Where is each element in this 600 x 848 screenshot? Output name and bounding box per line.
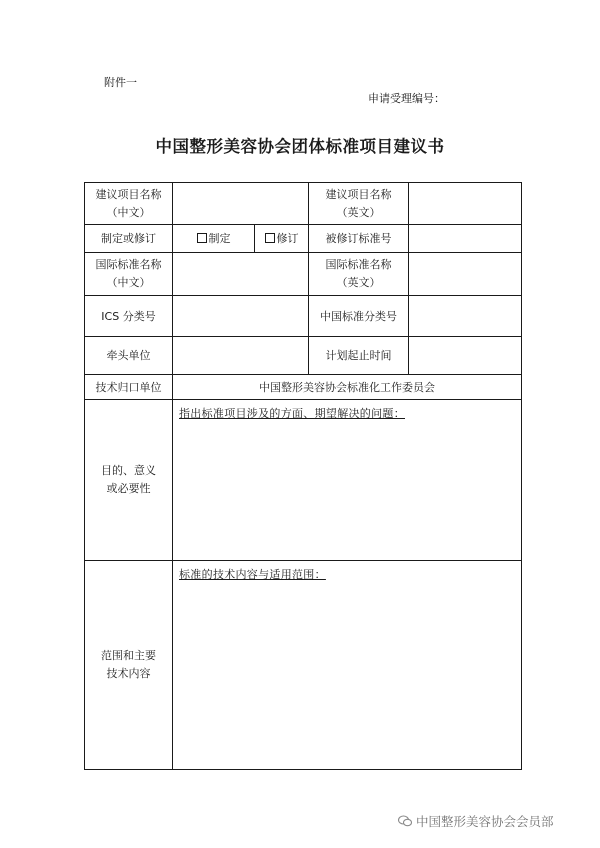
plan-period-label: 计划起止时间 xyxy=(309,337,409,375)
purpose-label: 目的、意义 或必要性 xyxy=(85,400,173,561)
cn-class-label: 中国标准分类号 xyxy=(309,296,409,337)
project-name-en-label: 建议项目名称 （英文） xyxy=(309,183,409,225)
project-name-en-field[interactable] xyxy=(409,183,522,225)
cn-class-field[interactable] xyxy=(409,296,522,337)
row-lead-unit xyxy=(85,337,522,375)
intl-standard-en-label: 国际标准名称 （英文） xyxy=(309,253,409,296)
row-make-or-revise xyxy=(85,225,522,253)
make-checkbox-cell[interactable] xyxy=(173,225,255,253)
row-classification xyxy=(85,296,522,337)
ics-label: ICS 分类号 xyxy=(85,296,173,337)
technical-unit-label: 技术归口单位 xyxy=(85,375,173,400)
proposal-form-table xyxy=(84,182,522,770)
intl-standard-en-field[interactable] xyxy=(409,253,522,296)
page-title: 中国整形美容协会团体标准项目建议书 xyxy=(155,137,445,156)
make-checkbox[interactable] xyxy=(197,233,207,243)
plan-period-field[interactable] xyxy=(409,337,522,375)
watermark-text: 中国整形美容协会会员部 xyxy=(416,814,554,829)
revise-option-label: 修订 xyxy=(276,232,299,245)
lead-unit-label: 牵头单位 xyxy=(85,337,173,375)
scope-prompt: 标准的技术内容与适用范围： xyxy=(179,568,326,581)
row-purpose xyxy=(85,400,522,561)
ics-field[interactable] xyxy=(173,296,309,337)
revised-standard-field[interactable] xyxy=(409,225,522,253)
scope-label: 范围和主要 技术内容 xyxy=(85,561,173,770)
revise-checkbox[interactable] xyxy=(265,233,275,243)
watermark xyxy=(398,812,554,830)
attachment-label: 附件一 xyxy=(104,76,137,89)
make-or-revise-label: 制定或修订 xyxy=(85,225,173,253)
application-number-label: 申请受理编号： xyxy=(368,92,445,105)
intl-standard-cn-label: 国际标准名称 （中文） xyxy=(85,253,173,296)
revise-checkbox-cell[interactable] xyxy=(255,225,309,253)
purpose-field[interactable] xyxy=(173,400,522,561)
project-name-cn-field[interactable] xyxy=(173,183,309,225)
row-project-name xyxy=(85,183,522,225)
row-international-standard xyxy=(85,253,522,296)
row-technical-unit xyxy=(85,375,522,400)
revised-standard-label: 被修订标准号 xyxy=(309,225,409,253)
technical-unit-value: 中国整形美容协会标准化工作委员会 xyxy=(173,375,522,400)
lead-unit-field[interactable] xyxy=(173,337,309,375)
project-name-cn-label: 建议项目名称 （中文） xyxy=(85,183,173,225)
row-scope xyxy=(85,561,522,770)
intl-standard-cn-field[interactable] xyxy=(173,253,309,296)
make-option-label: 制定 xyxy=(208,232,231,245)
scope-field[interactable] xyxy=(173,561,522,770)
wechat-icon xyxy=(398,815,412,827)
purpose-prompt: 指出标准项目涉及的方面、期望解决的问题： xyxy=(179,407,405,420)
